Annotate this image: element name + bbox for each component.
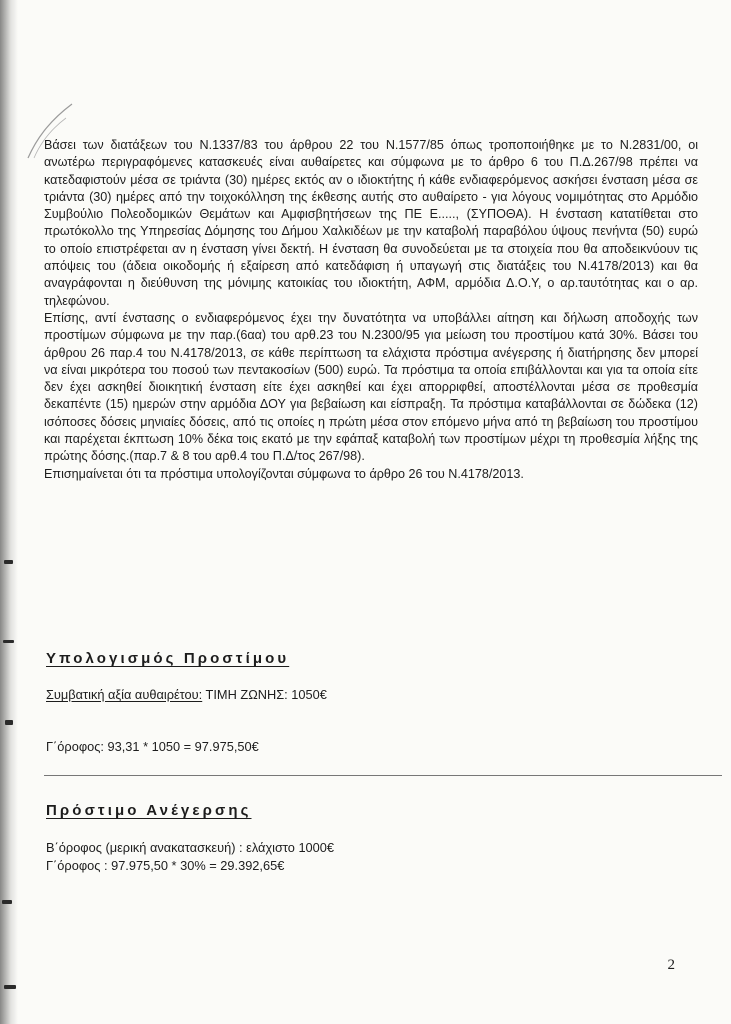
scan-artifact [5,720,13,725]
document-body [44,137,698,483]
scan-shadow-edge [0,0,18,1024]
scan-artifact [4,560,13,564]
third-floor-fine: Γ΄όροφος : 97.975,50 * 30% = 29.392,65€ [46,858,285,873]
contract-value-line [46,687,327,702]
page-number: 2 [667,957,675,973]
third-floor-calculation: Γ΄όροφος: 93,31 * 1050 = 97.975,50€ [46,739,259,754]
scan-artifact [3,640,14,643]
paragraph-note: Επισημαίνεται ότι τα πρόστιμα υπολογίζονται σύμφωνα το άρθρο 26 του Ν.4178/2013. [44,466,524,481]
fine-heading: Πρόστιμο Ανέγερσης [46,802,252,819]
divider [44,775,722,776]
paragraph-fine-reduction: Επίσης, αντί ένστασης ο ενδιαφερόμενος έχει την δυνατότητα να υποβάλλει αίτηση και δήλωση αποδοχής των προστίμων σύμφωνα με την παρ.(6αα) του αρθ.23 του Ν.2300/95 για μείωση του προστίμου κατά 30%. Βάσει του άρθρου 26 παρ.4 του Ν.4178/2013, σε κάθε περίπτωση τα ελάχιστα πρόστιμα ανέγερσης ή διατήρησης δεν μπορεί να είναι μικρότερα του ποσού των πεντακοσίων (500) ευρώ. Τα πρόστιμα τα οποία επιβάλλονται και για τα οποία είτε δεν έχει ασκηθεί διοικητική ένσταση είτε έχει ασκηθεί και έχει απορριφθεί, αποστέλλονται μέσα σε προθεσμία δεκαπέντε (15) ημερών στην αρμόδια ΔΟΥ για βεβαίωση και είσπραξη. Τα πρόστιμα καταβάλλονται σε δώδεκα (12) ισόποσες δόσεις μηνιαίες δόσεις, από τις οποίες η πρώτη μέσα στον επόμενο μήνα από τη βεβαίωση του προστίμου και παρέχεται έκπτωση 10% δέκα τοις εκατό με την εφάπαξ καταβολή των προστίμων μέχρι τη προθεσμία λήξης της πρώτης δόσης.(παρ.7 & 8 του αρθ.4 του Π.Δ/τος 267/98). [44,310,698,464]
second-floor-fine: Β΄όροφος (μερική ανακατασκευή) : ελάχιστο 1000€ [46,840,335,855]
zone-price-value: ΤΙΜΗ ΖΩΝΗΣ: 1050€ [205,687,327,702]
contract-value-label: Συμβατική αξία αυθαιρέτου: [46,687,203,702]
scan-artifact [4,985,16,989]
paragraph-objection: Βάσει των διατάξεων του Ν.1337/83 του άρθρου 22 του Ν.1577/85 όπως τροποποιήθηκε με το Ν.2831/00, οι ανωτέρω περιγραφόμενες κατασκευές είναι αυθαίρετες και σύμφωνα με το άρθρο 6 του Π.Δ.267/98 πρέπει να κατεδαφιστούν μέσα σε τριάντα (30) ημέρες εκτός αν ο ιδιοκτήτης ή κάθε ενδιαφερόμενος ασκήσει ένσταση μέσα σε τριάντα (30) ημέρες από την τοιχοκόλληση της έκθεσης αυτής στο αυθαίρετο - για λόγους νομιμότητας στο Αρμόδιο Συμβούλιο Πολεοδομικών Θεμάτων και Αμφισβητήσεων της ΠΕ Ε....., (ΣΥΠΟΘΑ). Η ένσταση κατατίθεται στο πρωτόκολλο της Υπηρεσίας Δόμησης του Δήμου Χαλκιδέων με την καταβολή παραβόλου ύψους πενήντα (50) ευρώ το οποίο επιστρέφεται αν η ένσταση γίνει δεκτή. Η ένσταση θα συνοδεύεται με τα στοιχεία που θα αποδεικνύουν τις απόψεις του (άδεια οικοδομής ή εξαίρεση από κατεδάφιση ή υπαγωγή στις διατάξεις του Ν.4178/2013) και θα αναγράφονται η διεύθυνση της μόνιμης κατοικίας του ιδιοκτήτη, ΑΦΜ, αρμόδια Δ.Ο.Υ, ο αρ.ταυτότητας και ο αρ. τηλεφώνου. [44,138,698,308]
scan-artifact [2,900,12,904]
calculation-heading: Υπολογισμός Προστίμου [46,650,290,667]
